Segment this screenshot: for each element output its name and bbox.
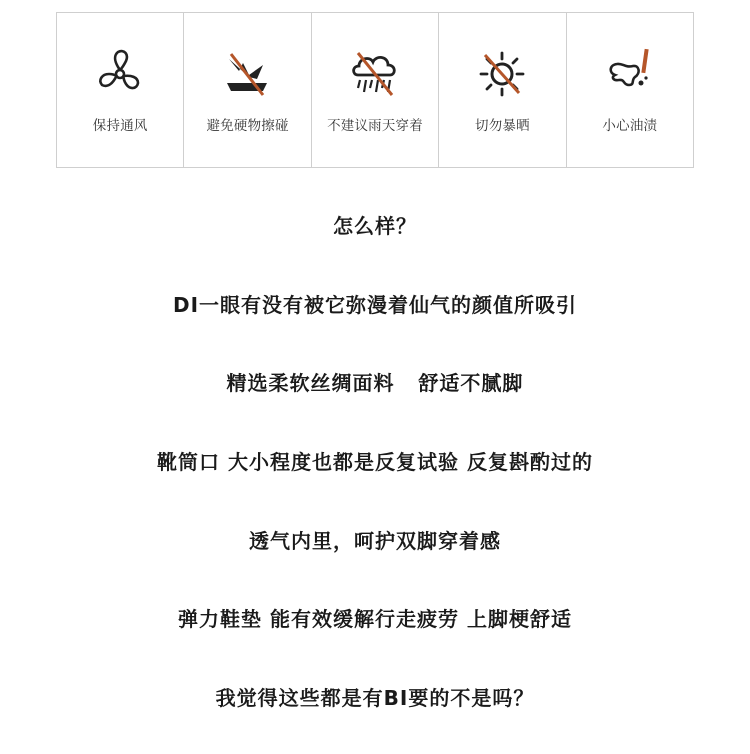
care-instructions-strip: [56, 12, 694, 168]
care-item-oil-stain: [567, 13, 693, 167]
care-item-no-rain: [312, 13, 439, 167]
description-line: 怎么样？: [333, 214, 417, 238]
description-line: DI一眼有没有被它弥漫着仙气的颜值所吸引: [172, 293, 578, 317]
description-line: 我觉得这些都是有BI要的不是吗？: [215, 686, 535, 710]
oil-stain-icon: [601, 45, 659, 103]
care-label: 保持通风: [92, 118, 148, 134]
no-rain-icon: [346, 45, 404, 103]
description-line: 精选柔软丝绸面料 舒适不腻脚: [226, 371, 524, 395]
care-label: 避免硬物擦碰: [206, 118, 289, 134]
no-sun-icon: [473, 45, 531, 103]
care-item-no-sun: [439, 13, 566, 167]
care-label: 小心油渍: [602, 118, 658, 134]
care-item-ventilation: [57, 13, 184, 167]
description-line: 透气内里，呵护双脚穿着感: [249, 529, 501, 553]
no-hard-object-icon: [219, 45, 277, 103]
fan-icon: [91, 45, 149, 103]
description-line: 靴筒口 大小程度也都是反复试验 反复斟酌过的: [157, 450, 593, 474]
care-label: 切勿暴晒: [475, 118, 530, 134]
care-item-avoid-hard-objects: [184, 13, 311, 167]
description-line: 弹力鞋垫 能有效缓解行走疲劳 上脚梗舒适: [178, 607, 572, 631]
care-label: 不建议雨天穿着: [327, 118, 423, 134]
